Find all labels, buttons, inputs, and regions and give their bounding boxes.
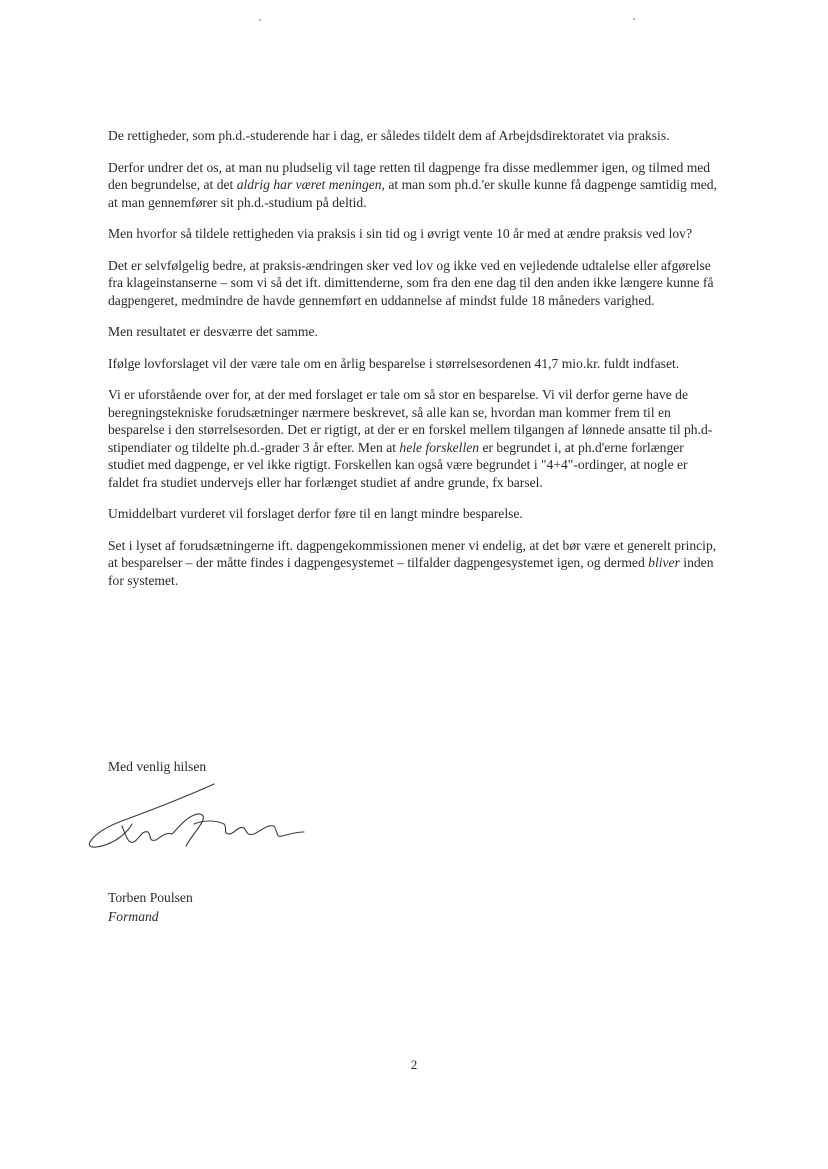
body-paragraph <box>108 355 718 373</box>
body-paragraph <box>108 127 718 145</box>
letter-body <box>108 127 718 603</box>
body-paragraph <box>108 225 718 243</box>
paragraph-text: , at man som ph.d.'er skulle kunne få dagpenge samtidig med, at man gennemfører sit ph.d.-studium på deltid. <box>108 177 717 210</box>
body-paragraph <box>108 386 718 491</box>
handwritten-signature <box>82 780 312 860</box>
paragraph-text: De rettigheder, som ph.d.-studerende har i dag, er således tildelt dem af Arbejdsdirektoratet via praksis. <box>108 128 670 143</box>
emphasized-text: bliver <box>648 555 680 570</box>
page-number: 2 <box>410 1057 418 1072</box>
paragraph-text: Set i lyset af forudsætningerne ift. dagpengekommissionen mener vi endelig, at det bør være et generelt princip, at besparelser – der måtte findes i dagpengesystemet – tilfalder dagpengesystemet igen, og dermed <box>108 537 717 570</box>
emphasized-text: hele forskellen <box>399 439 480 455</box>
signer-name: Torben Poulsen <box>108 890 193 905</box>
paragraph-text: er begrundet i, at ph.d'erne forlænger studiet med dagpenge, er vel ikke rigtigt. Forskellen kan også være begrundet i "4+4"-ordinger, at nogle er faldet fra studiet undervejs eller har forlænget studiet af andre grunde, fx barsel. <box>108 439 688 490</box>
body-paragraph <box>108 159 718 212</box>
paragraph-text: inden for systemet. <box>108 555 714 588</box>
scan-speck <box>259 19 261 21</box>
signer-block <box>108 888 193 926</box>
emphasized-text: aldrig har været meningen <box>236 177 382 192</box>
paragraph-text: Men hvorfor så tildele rettigheden via praksis i sin tid og i øvrigt vente 10 år med at ændre praksis ved lov? <box>108 226 693 241</box>
body-paragraph <box>108 257 718 310</box>
paragraph-text: Vi er uforstående over for, at der med forslaget er tale om så stor en besparelse. Vi vil derfor gerne have de beregningstekniske forudsætninger nærmere beskrevet, så alle kan se, hvordan man kommer frem til en besparelse i den størrelsesorden. Det er rigtigt, at der er en forskel mellem tilgangen af lønnede ansatte til ph.d-stipendiater og tildelte ph.d.-grader 3 år efter. Men at <box>108 387 713 455</box>
closing-salutation: Med venlig hilsen <box>108 759 207 774</box>
body-paragraph <box>108 505 718 523</box>
paragraph-text: Ifølge lovforslaget vil der være tale om en årlig besparelse i størrelsesordenen 41,7 mio.kr. fuldt indfaset. <box>108 355 680 371</box>
signer-title: Formand <box>108 909 159 924</box>
paragraph-text: Derfor undrer det os, at man nu pludselig vil tage retten til dagpenge fra disse medlemmer igen, og tilmed med den begrundelse, at det <box>108 159 711 192</box>
body-paragraph <box>108 323 718 341</box>
paragraph-text: Umiddelbart vurderet vil forslaget derfor føre til en langt mindre besparelse. <box>108 506 523 521</box>
scan-speck <box>633 18 635 20</box>
paragraph-text: Det er selvfølgelig bedre, at praksis-ændringen sker ved lov og ikke ved en vejledende udtalelse eller afgørelse fra klageinstanserne – som vi så det ift. dimittenderne, som fra den ene dag til den anden ikke længere kunne få dagpengeret, medmindre de havde gennemført en uddannelse af mindst fulde 18 måneders varighed. <box>108 257 714 308</box>
body-paragraph <box>108 537 718 590</box>
paragraph-text: Men resultatet er desværre det samme. <box>108 324 318 339</box>
